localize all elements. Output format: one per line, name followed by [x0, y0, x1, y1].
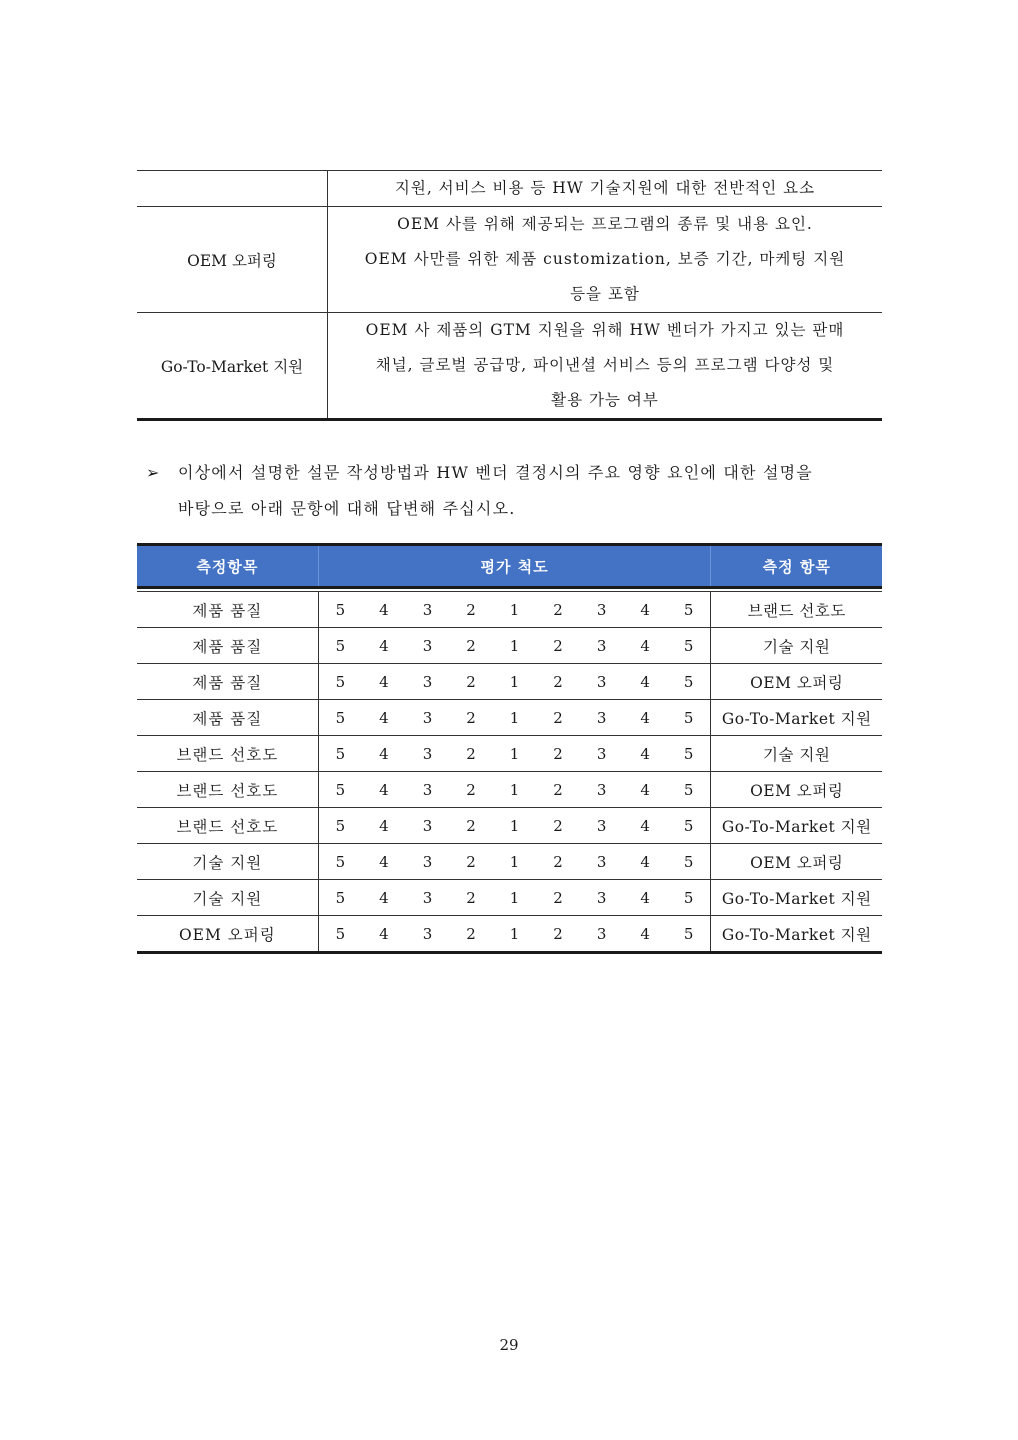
scale-option[interactable]: 5 — [667, 736, 711, 772]
rating-row — [137, 628, 882, 664]
definition-line: 등을 포함 — [570, 285, 640, 303]
scale-option[interactable]: 4 — [362, 736, 406, 772]
scale-option[interactable]: 3 — [406, 628, 450, 664]
scale-option[interactable]: 4 — [362, 700, 406, 736]
scale-option[interactable]: 3 — [580, 844, 624, 880]
scale-option[interactable]: 2 — [449, 736, 493, 772]
right-item-label: 브랜드 선호도 — [711, 592, 882, 628]
scale-option[interactable]: 3 — [406, 592, 450, 628]
scale-option[interactable]: 5 — [667, 592, 711, 628]
scale-option[interactable]: 3 — [406, 664, 450, 700]
scale-option[interactable]: 4 — [623, 916, 667, 953]
scale-option[interactable]: 2 — [536, 664, 580, 700]
rating-table — [137, 543, 882, 954]
rating-row — [137, 592, 882, 628]
rating-row — [137, 772, 882, 808]
rating-row — [137, 808, 882, 844]
scale-option[interactable]: 4 — [362, 916, 406, 953]
scale-option[interactable]: 4 — [362, 844, 406, 880]
scale-option[interactable]: 3 — [406, 700, 450, 736]
scale-option[interactable]: 4 — [362, 664, 406, 700]
scale-option[interactable]: 2 — [536, 736, 580, 772]
scale-option[interactable]: 1 — [493, 736, 537, 772]
scale-option[interactable]: 2 — [449, 628, 493, 664]
definition-line: OEM 사를 위해 제공되는 프로그램의 종류 및 내용 요인. — [397, 215, 813, 233]
definition-row — [137, 313, 882, 420]
scale-option[interactable]: 1 — [493, 772, 537, 808]
scale-option[interactable]: 5 — [318, 592, 362, 628]
scale-option[interactable]: 3 — [406, 808, 450, 844]
right-item-label: 기술 지원 — [711, 628, 882, 664]
scale-option[interactable]: 2 — [536, 772, 580, 808]
scale-option[interactable]: 4 — [623, 772, 667, 808]
scale-option[interactable]: 4 — [362, 628, 406, 664]
scale-option[interactable]: 5 — [667, 664, 711, 700]
definition-row — [137, 171, 882, 207]
scale-option[interactable]: 1 — [493, 808, 537, 844]
left-item-label: 기술 지원 — [137, 880, 318, 916]
rating-row — [137, 700, 882, 736]
definition-line: 지원, 서비스 비용 등 HW 기술지원에 대한 전반적인 요소 — [394, 179, 816, 197]
scale-option[interactable]: 2 — [449, 772, 493, 808]
definition-line: 활용 가능 여부 — [551, 391, 659, 409]
scale-option[interactable]: 3 — [580, 808, 624, 844]
scale-option[interactable]: 5 — [318, 808, 362, 844]
right-item-label: Go-To-Market 지원 — [711, 880, 882, 916]
definition-description — [328, 313, 883, 420]
scale-option[interactable]: 3 — [580, 628, 624, 664]
page-number: 29 — [499, 1336, 519, 1354]
scale-option[interactable]: 4 — [623, 592, 667, 628]
scale-option[interactable]: 5 — [318, 916, 362, 953]
scale-option[interactable]: 2 — [536, 844, 580, 880]
scale-option[interactable]: 2 — [449, 592, 493, 628]
rating-row — [137, 736, 882, 772]
rating-row — [137, 844, 882, 880]
right-item-label: 기술 지원 — [711, 736, 882, 772]
scale-option[interactable]: 1 — [493, 880, 537, 916]
header-scale: 평가 척도 — [318, 545, 711, 588]
rating-row — [137, 664, 882, 700]
scale-option[interactable]: 3 — [580, 772, 624, 808]
scale-option[interactable]: 5 — [667, 916, 711, 953]
scale-option[interactable]: 4 — [623, 700, 667, 736]
scale-option[interactable]: 2 — [449, 808, 493, 844]
scale-option[interactable]: 3 — [580, 736, 624, 772]
scale-option[interactable]: 2 — [449, 844, 493, 880]
definition-line: OEM 사 제품의 GTM 지원을 위해 HW 벤더가 가지고 있는 판매 — [365, 321, 845, 339]
scale-option[interactable]: 5 — [318, 772, 362, 808]
rating-row — [137, 880, 882, 916]
left-item-label: 브랜드 선호도 — [137, 772, 318, 808]
scale-option[interactable]: 2 — [449, 916, 493, 953]
left-item-label: 제품 품질 — [137, 628, 318, 664]
left-item-label: 제품 품질 — [137, 592, 318, 628]
scale-option[interactable]: 5 — [667, 772, 711, 808]
left-item-label: 제품 품질 — [137, 700, 318, 736]
scale-option[interactable]: 2 — [536, 628, 580, 664]
right-item-label: OEM 오퍼링 — [711, 664, 882, 700]
left-item-label: 브랜드 선호도 — [137, 808, 318, 844]
scale-option[interactable]: 3 — [406, 844, 450, 880]
definition-description — [328, 171, 883, 207]
definition-name: Go-To-Market 지원 — [137, 313, 328, 420]
scale-option[interactable]: 3 — [406, 916, 450, 953]
right-item-label: OEM 오퍼링 — [711, 772, 882, 808]
definition-line: OEM 사만를 위한 제품 customization, 보증 기간, 마케팅 지원 — [364, 250, 846, 268]
scale-option[interactable]: 5 — [318, 880, 362, 916]
scale-option[interactable]: 3 — [406, 880, 450, 916]
rating-body — [137, 588, 882, 953]
scale-option[interactable]: 1 — [493, 628, 537, 664]
scale-option[interactable]: 5 — [667, 880, 711, 916]
scale-option[interactable]: 1 — [493, 700, 537, 736]
definition-name — [137, 171, 328, 207]
scale-option[interactable]: 4 — [362, 880, 406, 916]
definition-description — [328, 207, 883, 313]
scale-option[interactable]: 5 — [667, 700, 711, 736]
header-left-item: 측정항목 — [137, 545, 318, 588]
scale-option[interactable]: 5 — [667, 808, 711, 844]
scale-option[interactable]: 4 — [623, 664, 667, 700]
rating-header-row — [137, 545, 882, 588]
scale-option[interactable]: 4 — [623, 844, 667, 880]
scale-option[interactable]: 4 — [623, 808, 667, 844]
scale-option[interactable]: 5 — [318, 700, 362, 736]
scale-option[interactable]: 2 — [449, 664, 493, 700]
scale-option[interactable]: 3 — [580, 592, 624, 628]
scale-option[interactable]: 1 — [493, 916, 537, 953]
left-item-label: OEM 오퍼링 — [137, 916, 318, 953]
scale-option[interactable]: 5 — [318, 664, 362, 700]
scale-option[interactable]: 5 — [667, 844, 711, 880]
right-item-label: Go-To-Market 지원 — [711, 700, 882, 736]
scale-option[interactable]: 3 — [580, 916, 624, 953]
header-right-item: 측정 항목 — [711, 545, 882, 588]
scale-option[interactable]: 2 — [536, 592, 580, 628]
scale-option[interactable]: 2 — [536, 808, 580, 844]
scale-option[interactable]: 5 — [318, 736, 362, 772]
scale-option[interactable]: 2 — [536, 880, 580, 916]
instruction-line: 이상에서 설명한 설문 작성방법과 HW 벤더 결정시의 주요 영향 요인에 대한 설명을 — [178, 463, 813, 482]
instruction-paragraph — [146, 458, 886, 530]
rating-row — [137, 916, 882, 953]
arrow-bullet-icon: ➢ — [146, 463, 161, 482]
scale-option[interactable]: 3 — [580, 664, 624, 700]
scale-option[interactable]: 5 — [318, 628, 362, 664]
scale-option[interactable]: 4 — [623, 736, 667, 772]
scale-option[interactable]: 1 — [493, 664, 537, 700]
left-item-label: 기술 지원 — [137, 844, 318, 880]
scale-option[interactable]: 3 — [406, 772, 450, 808]
scale-option[interactable]: 4 — [623, 880, 667, 916]
scale-option[interactable]: 1 — [493, 844, 537, 880]
instruction-line: 바탕으로 아래 문항에 대해 답변해 주십시오. — [178, 499, 516, 518]
left-item-label: 브랜드 선호도 — [137, 736, 318, 772]
definition-name: OEM 오퍼링 — [137, 207, 328, 313]
scale-option[interactable]: 2 — [449, 700, 493, 736]
right-item-label: OEM 오퍼링 — [711, 844, 882, 880]
scale-option[interactable]: 4 — [623, 628, 667, 664]
scale-option[interactable]: 2 — [449, 880, 493, 916]
scale-option[interactable]: 1 — [493, 592, 537, 628]
scale-option[interactable]: 3 — [580, 880, 624, 916]
scale-option[interactable]: 4 — [362, 772, 406, 808]
scale-option[interactable]: 2 — [536, 916, 580, 953]
scale-option[interactable]: 4 — [362, 808, 406, 844]
definition-row — [137, 207, 882, 313]
scale-option[interactable]: 3 — [580, 700, 624, 736]
scale-option[interactable]: 5 — [318, 844, 362, 880]
definition-line: 채널, 글로벌 공급망, 파이낸셜 서비스 등의 프로그램 다양성 및 — [375, 356, 835, 374]
left-item-label: 제품 품질 — [137, 664, 318, 700]
scale-option[interactable]: 5 — [667, 628, 711, 664]
right-item-label: Go-To-Market 지원 — [711, 916, 882, 953]
right-item-label: Go-To-Market 지원 — [711, 808, 882, 844]
scale-option[interactable]: 3 — [406, 736, 450, 772]
definition-table — [137, 170, 882, 421]
scale-option[interactable]: 4 — [362, 592, 406, 628]
scale-option[interactable]: 2 — [536, 700, 580, 736]
